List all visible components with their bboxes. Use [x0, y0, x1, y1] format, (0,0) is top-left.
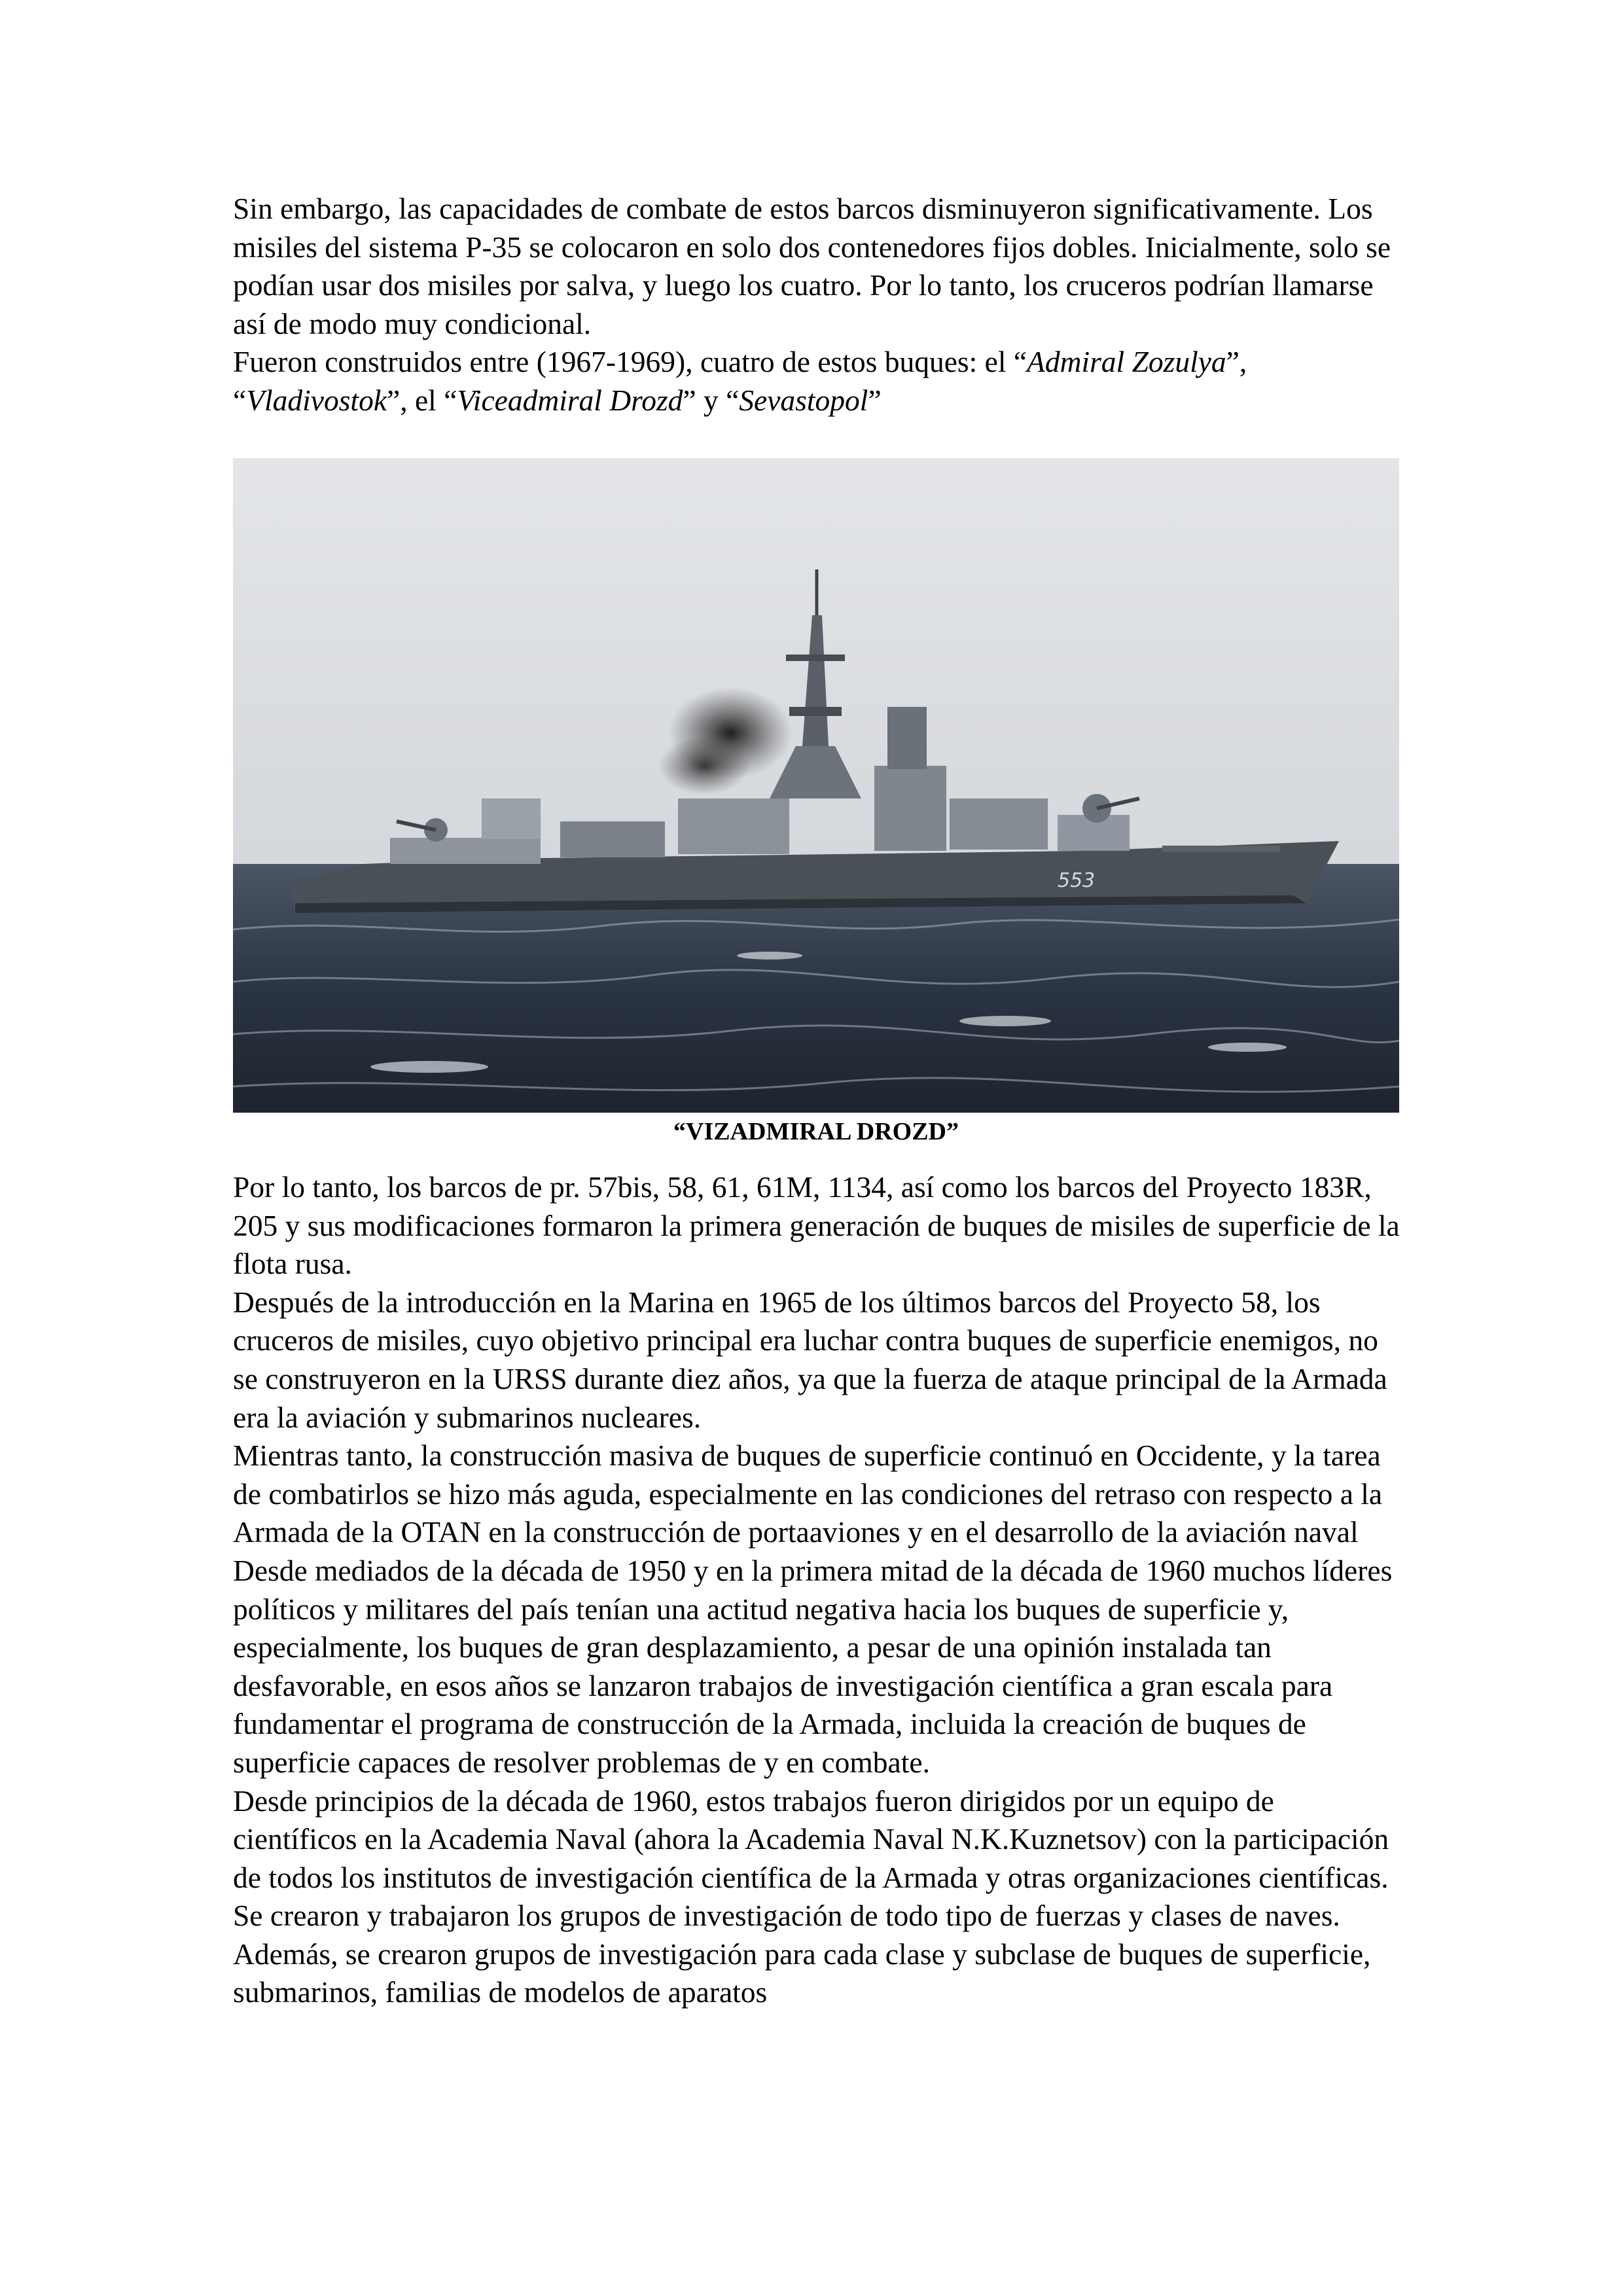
paragraph-4: Después de la introducción en la Marina en 1965 de los últimos barcos del Proyecto 58, los cruceros de misiles, cuyo objetivo principal era luchar contra buques de superficie enemigos, no se construyeron en la URSS durante diez años, ya que la fuerza de ataque principal de la Armada era la aviación y submarinos nucleares. [233, 1285, 1387, 1434]
ship-name-vladivostok: Vladivostok [246, 383, 387, 417]
paragraph-7: Desde principios de la década de 1960, estos trabajos fueron dirigidos por un equipo de científicos en la Academia Naval (ahora la Academia Naval N.K.Kuznetsov) con la participación de todos los institutos de investigación científica de la Armada y otras organizaciones científicas. Se crearon y trabajaron los grupos de investigación de todo tipo de fuerzas y clases de naves. Además, se crearon grupos de investigación para cada clase y subclase de buques de superficie, submarinos, familias de modelos de aparatos [233, 1784, 1389, 2009]
paragraph-6: Desde mediados de la década de 1950 y en la primera mitad de la década de 1960 muchos líderes políticos y militares del país tenían una actitud negativa hacia los buques de superficie y, especialmente, los buques de gran desplazamiento, a pesar de una opinión instalada tan desfavorable, en esos años se lanzaron trabajos de investigación científica a gran escala para fundamentar el programa de construcción de la Armada, incluida la creación de buques de superficie capaces de resolver problemas de y en combate. [233, 1553, 1393, 1779]
warship-photo [233, 458, 1399, 1113]
top-text-block [233, 190, 1404, 420]
paragraph-5: Mientras tanto, la construcción masiva de buques de superficie continuó en Occidente, y la tarea de combatirlos se hizo más aguda, especialmente en las condiciones del retraso con respecto a la Armada de la OTAN en la construcción de portaaviones y en el desarrollo de la aviación naval [233, 1439, 1383, 1549]
ship-name-viceadmiral-drozd: Viceadmiral Drozd [457, 383, 683, 417]
paragraph-1: Sin embargo, las capacidades de combate de estos barcos disminuyeron significativamente. Los misiles del sistema P-35 se colocaron en solo dos contenedores fijos dobles. Inicialmente, solo se podían usar dos misiles por salva, y luego los cuatro. Por lo tanto, los cruceros podrían llamarse así de modo muy condicional. [233, 192, 1391, 340]
paragraph-3: Por lo tanto, los barcos de pr. 57bis, 58, 61, 61M, 1134, así como los barcos del Proyecto 183R, 205 y sus modificaciones formaron la primera generación de buques de misiles de superficie de la flota rusa. [233, 1170, 1400, 1281]
hull-number: 553 [1058, 869, 1096, 892]
paragraph-2: Fueron construidos entre (1967-1969), cuatro de estos buques: el “Admiral Zozulya”, “Vladivostok”, el “Viceadmiral Drozd” y “Sevastopol” [233, 345, 1247, 417]
ship-name-sevastopol: Sevastopol [739, 383, 868, 417]
paragraph-2-intro: Fueron construidos entre (1967-1969), cuatro de estos buques: el “ [233, 345, 1027, 379]
ship-name-admiral-zozulya: Admiral Zozulya [1027, 345, 1226, 379]
warship-illustration [233, 458, 1399, 1113]
photo-caption: “VIZADMIRAL DROZD” [673, 1118, 959, 1145]
bottom-text-block [233, 1168, 1404, 2012]
